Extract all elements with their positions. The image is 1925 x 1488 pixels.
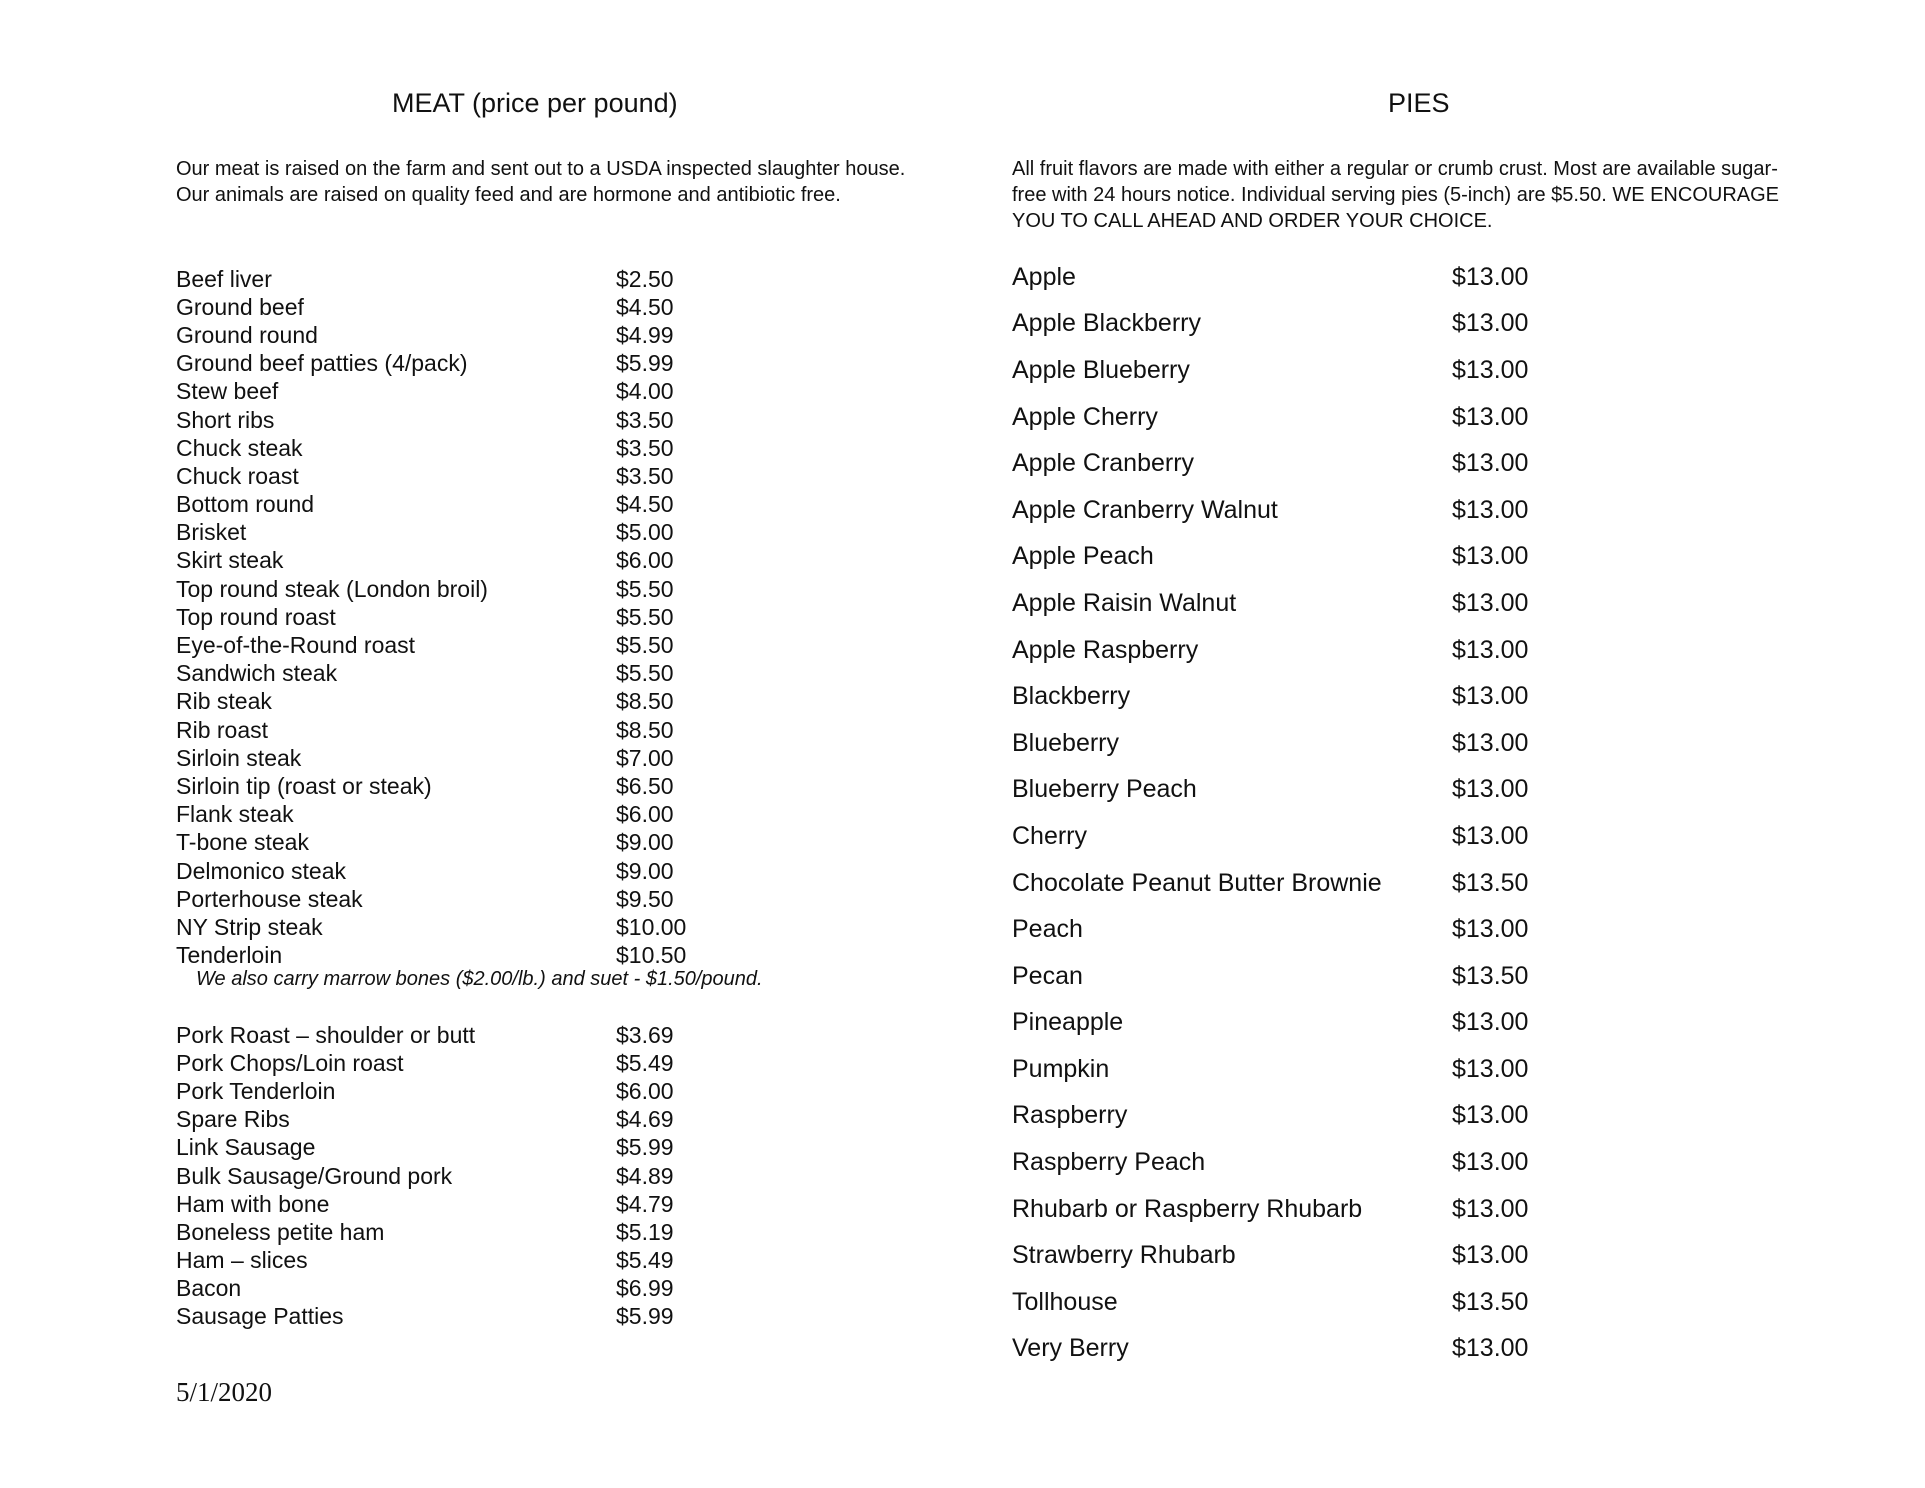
pork-item-row bbox=[176, 1303, 674, 1331]
item-name: Ground beef bbox=[176, 293, 304, 320]
item-price: $13.00 bbox=[1452, 1194, 1529, 1223]
item-name: Sirloin steak bbox=[176, 744, 302, 771]
item-name: Blueberry Peach bbox=[1012, 775, 1197, 804]
pie-item-row bbox=[1012, 1093, 1528, 1140]
item-name: Beef liver bbox=[176, 265, 272, 292]
pie-item-row bbox=[1012, 860, 1528, 907]
item-price: $13.00 bbox=[1452, 1334, 1529, 1363]
item-price: $13.00 bbox=[1452, 821, 1529, 850]
item-price: $6.00 bbox=[616, 1077, 674, 1104]
item-price: $4.89 bbox=[616, 1162, 674, 1189]
item-name: Apple Blackberry bbox=[1012, 309, 1201, 338]
document-date: 5/1/2020 bbox=[176, 1377, 273, 1407]
item-name: Apple Blueberry bbox=[1012, 355, 1190, 384]
item-price: $6.99 bbox=[616, 1275, 674, 1302]
item-price: $7.00 bbox=[616, 744, 674, 771]
beef-price-list bbox=[176, 265, 686, 970]
item-price: $13.00 bbox=[1452, 588, 1529, 617]
pork-item-row bbox=[176, 1275, 674, 1303]
beef-item-row bbox=[176, 688, 686, 716]
beef-item-row bbox=[176, 378, 686, 406]
beef-item-row bbox=[176, 547, 686, 575]
item-name: Delmonico steak bbox=[176, 857, 347, 884]
item-name: Brisket bbox=[176, 519, 247, 546]
marrow-suet-note: We also carry marrow bones ($2.00/lb.) and suet - $1.50/pound. bbox=[196, 968, 763, 990]
pie-item-row bbox=[1012, 1279, 1528, 1326]
item-price: $5.50 bbox=[616, 632, 674, 659]
item-price: $13.00 bbox=[1452, 775, 1529, 804]
beef-item-row bbox=[176, 772, 686, 800]
item-name: Blueberry bbox=[1012, 728, 1119, 757]
item-name: Pork Roast – shoulder or butt bbox=[176, 1021, 476, 1048]
item-name: NY Strip steak bbox=[176, 913, 323, 940]
pie-item-row bbox=[1012, 1326, 1528, 1373]
pork-item-row bbox=[176, 1049, 674, 1077]
pies-intro: All fruit flavors are made with either a regular or crumb crust. Most are available sugar-free with 24 hours notice. Individual serving pies (5-inch) are $5.50. WE ENCOURAGE YOU TO CALL AHEAD AND ORDER YOUR CHOICE. bbox=[1012, 158, 1780, 232]
beef-item-row bbox=[176, 350, 686, 378]
pie-item-row bbox=[1012, 1139, 1528, 1186]
beef-item-row bbox=[176, 829, 686, 857]
pie-item-row bbox=[1012, 1046, 1528, 1093]
item-price: $3.50 bbox=[616, 434, 674, 461]
item-name: Pork Chops/Loin roast bbox=[176, 1049, 404, 1076]
beef-item-row bbox=[176, 913, 686, 941]
beef-item-row bbox=[176, 885, 686, 913]
beef-item-row bbox=[176, 321, 686, 349]
item-price: $3.50 bbox=[616, 462, 674, 489]
item-price: $3.69 bbox=[616, 1021, 674, 1048]
item-price: $5.50 bbox=[616, 575, 674, 602]
item-name: Bulk Sausage/Ground pork bbox=[176, 1162, 453, 1189]
beef-item-row bbox=[176, 575, 686, 603]
item-name: Blackberry bbox=[1012, 682, 1131, 711]
item-price: $13.00 bbox=[1452, 682, 1529, 711]
item-name: Bacon bbox=[176, 1275, 242, 1302]
item-price: $13.00 bbox=[1452, 402, 1529, 431]
beef-item-row bbox=[176, 801, 686, 829]
item-price: $5.50 bbox=[616, 660, 674, 687]
item-name: Rib roast bbox=[176, 716, 269, 743]
beef-item-row bbox=[176, 434, 686, 462]
item-price: $8.50 bbox=[616, 688, 674, 715]
item-name: Chuck roast bbox=[176, 462, 299, 489]
item-name: Ham with bone bbox=[176, 1190, 330, 1217]
pork-price-list bbox=[176, 1021, 674, 1331]
item-name: Top round roast bbox=[176, 603, 336, 630]
item-name: Tollhouse bbox=[1012, 1287, 1118, 1316]
item-price: $13.50 bbox=[1452, 868, 1529, 897]
item-name: Apple Cranberry Walnut bbox=[1012, 495, 1278, 524]
beef-item-row bbox=[176, 857, 686, 885]
item-price: $5.99 bbox=[616, 1134, 674, 1161]
item-price: $13.50 bbox=[1452, 1287, 1529, 1316]
item-price: $4.69 bbox=[616, 1106, 674, 1133]
pie-item-row bbox=[1012, 394, 1528, 441]
item-name: Raspberry bbox=[1012, 1101, 1128, 1130]
item-price: $4.79 bbox=[616, 1190, 674, 1217]
pie-item-row bbox=[1012, 254, 1528, 301]
item-price: $9.50 bbox=[616, 885, 674, 912]
item-name: Rhubarb or Raspberry Rhubarb bbox=[1012, 1194, 1363, 1223]
pie-item-row bbox=[1012, 534, 1528, 581]
item-name: Short ribs bbox=[176, 406, 275, 433]
item-price: $4.50 bbox=[616, 293, 674, 320]
item-name: Sandwich steak bbox=[176, 660, 338, 687]
item-price: $5.50 bbox=[616, 603, 674, 630]
item-price: $5.49 bbox=[616, 1247, 674, 1274]
pie-item-row bbox=[1012, 720, 1528, 767]
pie-price-list bbox=[1012, 254, 1528, 1372]
item-price: $13.00 bbox=[1452, 1101, 1529, 1130]
item-name: Pineapple bbox=[1012, 1008, 1124, 1037]
item-price: $4.99 bbox=[616, 321, 674, 348]
item-price: $13.00 bbox=[1452, 1148, 1529, 1177]
item-price: $5.00 bbox=[616, 519, 674, 546]
item-name: Apple Peach bbox=[1012, 542, 1154, 571]
pork-item-row bbox=[176, 1021, 674, 1049]
pie-item-row bbox=[1012, 673, 1528, 720]
item-name: Strawberry Rhubarb bbox=[1012, 1241, 1236, 1270]
pork-item-row bbox=[176, 1190, 674, 1218]
pies-heading: PIES bbox=[1388, 88, 1450, 118]
beef-item-row bbox=[176, 660, 686, 688]
pie-item-row bbox=[1012, 440, 1528, 487]
item-name: Stew beef bbox=[176, 378, 279, 405]
item-price: $13.00 bbox=[1452, 728, 1529, 757]
item-name: Spare Ribs bbox=[176, 1106, 290, 1133]
item-name: Cherry bbox=[1012, 821, 1088, 850]
beef-item-row bbox=[176, 462, 686, 490]
item-name: Pork Tenderloin bbox=[176, 1077, 336, 1104]
pie-item-row bbox=[1012, 906, 1528, 953]
item-price: $13.00 bbox=[1452, 449, 1529, 478]
pork-item-row bbox=[176, 1134, 674, 1162]
beef-item-row bbox=[176, 603, 686, 631]
item-name: T-bone steak bbox=[176, 829, 309, 856]
pork-item-row bbox=[176, 1247, 674, 1275]
pie-item-row bbox=[1012, 953, 1528, 1000]
item-price: $5.99 bbox=[616, 1303, 674, 1330]
item-name: Very Berry bbox=[1012, 1334, 1129, 1363]
item-price: $10.00 bbox=[616, 913, 687, 940]
item-name: Ground round bbox=[176, 321, 318, 348]
pie-item-row bbox=[1012, 627, 1528, 674]
item-name: Bottom round bbox=[176, 491, 315, 518]
item-name: Apple bbox=[1012, 262, 1076, 291]
item-name: Apple Raspberry bbox=[1012, 635, 1199, 664]
item-price: $13.00 bbox=[1452, 262, 1529, 291]
beef-item-row bbox=[176, 519, 686, 547]
pork-item-row bbox=[176, 1218, 674, 1246]
item-price: $13.50 bbox=[1452, 961, 1529, 990]
pie-item-row bbox=[1012, 813, 1528, 860]
item-price: $6.00 bbox=[616, 547, 674, 574]
item-price: $4.50 bbox=[616, 491, 674, 518]
item-name: Peach bbox=[1012, 915, 1083, 944]
beef-item-row bbox=[176, 942, 686, 970]
pork-item-row bbox=[176, 1077, 674, 1105]
item-price: $13.00 bbox=[1452, 309, 1529, 338]
item-name: Apple Cherry bbox=[1012, 402, 1158, 431]
pie-item-row bbox=[1012, 1000, 1528, 1047]
item-price: $13.00 bbox=[1452, 495, 1529, 524]
beef-item-row bbox=[176, 716, 686, 744]
beef-item-row bbox=[176, 631, 686, 659]
beef-item-row bbox=[176, 406, 686, 434]
pie-item-row bbox=[1012, 1232, 1528, 1279]
item-name: Sausage Patties bbox=[176, 1303, 344, 1330]
item-name: Apple Cranberry bbox=[1012, 449, 1195, 478]
item-price: $2.50 bbox=[616, 265, 674, 292]
item-name: Boneless petite ham bbox=[176, 1218, 385, 1245]
pork-item-row bbox=[176, 1106, 674, 1134]
item-price: $4.00 bbox=[616, 378, 674, 405]
item-price: $13.00 bbox=[1452, 1054, 1529, 1083]
pork-item-row bbox=[176, 1162, 674, 1190]
meat-intro: Our meat is raised on the farm and sent out to a USDA inspected slaughter house. Our animals are raised on quality feed and are hormone and antibiotic free. bbox=[176, 158, 906, 206]
pie-item-row bbox=[1012, 580, 1528, 627]
item-price: $6.00 bbox=[616, 801, 674, 828]
item-price: $13.00 bbox=[1452, 915, 1529, 944]
meat-heading: MEAT (price per pound) bbox=[392, 88, 678, 118]
item-price: $5.99 bbox=[616, 350, 674, 377]
item-price: $8.50 bbox=[616, 716, 674, 743]
item-price: $3.50 bbox=[616, 406, 674, 433]
item-price: $13.00 bbox=[1452, 1008, 1529, 1037]
item-price: $13.00 bbox=[1452, 1241, 1529, 1270]
item-name: Top round steak (London broil) bbox=[176, 575, 488, 602]
item-name: Flank steak bbox=[176, 801, 294, 828]
item-name: Skirt steak bbox=[176, 547, 284, 574]
item-price: $10.50 bbox=[616, 942, 687, 969]
item-name: Tenderloin bbox=[176, 942, 283, 969]
item-name: Sirloin tip (roast or steak) bbox=[176, 772, 432, 799]
beef-item-row bbox=[176, 293, 686, 321]
item-price: $5.49 bbox=[616, 1049, 674, 1076]
item-name: Porterhouse steak bbox=[176, 885, 363, 912]
item-price: $13.00 bbox=[1452, 542, 1529, 571]
item-name: Rib steak bbox=[176, 688, 272, 715]
item-name: Ground beef patties (4/pack) bbox=[176, 350, 468, 377]
item-price: $9.00 bbox=[616, 829, 674, 856]
item-name: Chocolate Peanut Butter Brownie bbox=[1012, 868, 1382, 897]
item-price: $5.19 bbox=[616, 1218, 674, 1245]
item-price: $13.00 bbox=[1452, 635, 1529, 664]
item-name: Eye-of-the-Round roast bbox=[176, 632, 416, 659]
item-name: Apple Raisin Walnut bbox=[1012, 588, 1237, 617]
pie-item-row bbox=[1012, 767, 1528, 814]
pie-item-row bbox=[1012, 487, 1528, 534]
item-name: Pumpkin bbox=[1012, 1054, 1110, 1083]
item-name: Link Sausage bbox=[176, 1134, 316, 1161]
item-price: $13.00 bbox=[1452, 355, 1529, 384]
pie-item-row bbox=[1012, 1186, 1528, 1233]
beef-item-row bbox=[176, 491, 686, 519]
item-name: Chuck steak bbox=[176, 434, 303, 461]
item-price: $6.50 bbox=[616, 772, 674, 799]
item-name: Pecan bbox=[1012, 961, 1083, 990]
pie-item-row bbox=[1012, 301, 1528, 348]
item-name: Ham – slices bbox=[176, 1247, 308, 1274]
item-price: $9.00 bbox=[616, 857, 674, 884]
item-name: Raspberry Peach bbox=[1012, 1148, 1206, 1177]
pie-item-row bbox=[1012, 347, 1528, 394]
beef-item-row bbox=[176, 265, 686, 293]
beef-item-row bbox=[176, 744, 686, 772]
